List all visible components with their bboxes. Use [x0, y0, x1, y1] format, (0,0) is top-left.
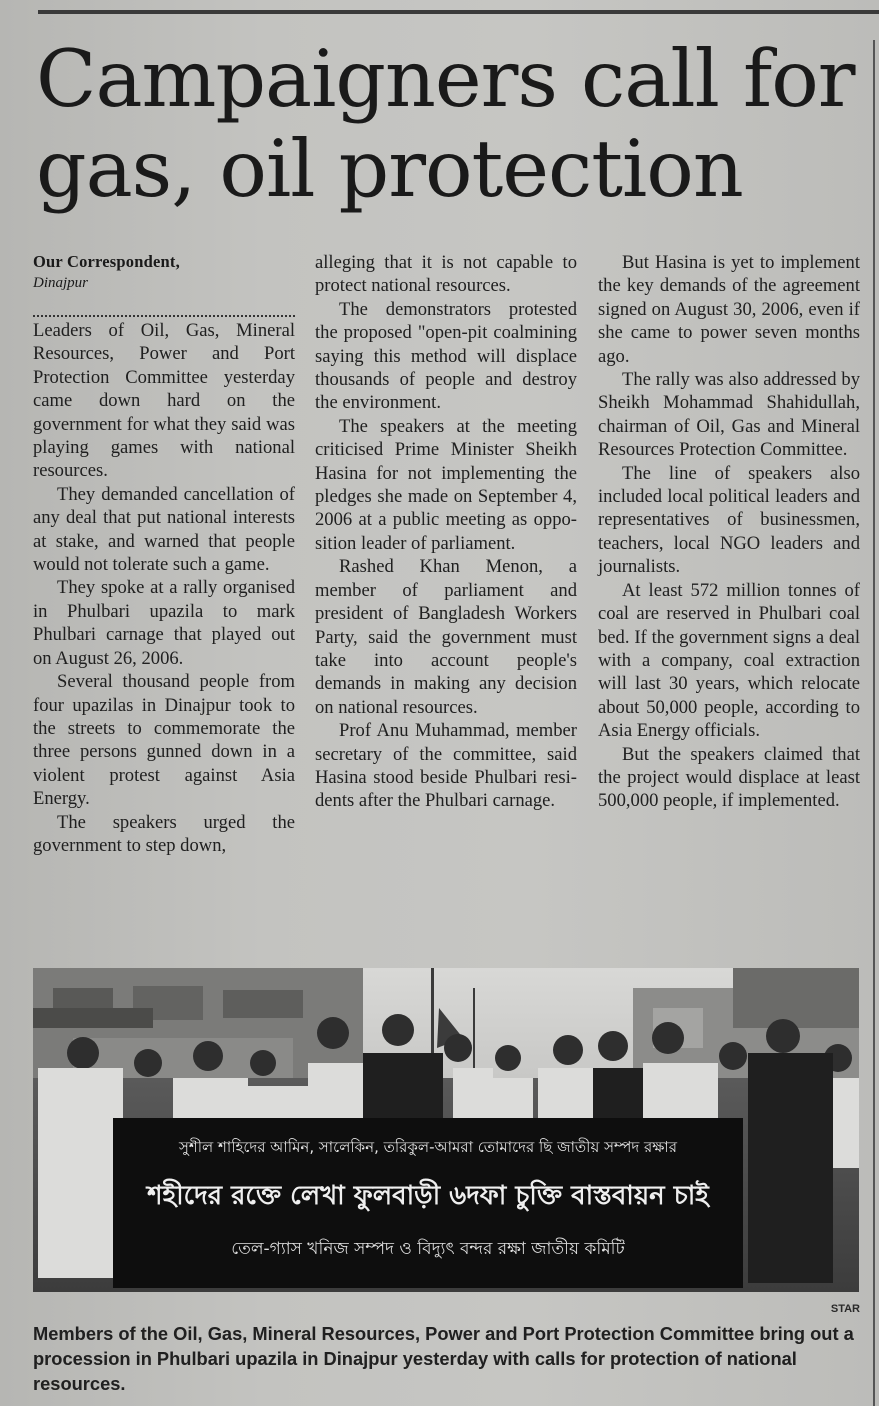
paragraph: They demanded cancellation of any deal that put national interests at stake, and warned that people would not tolerate such a game.: [33, 483, 295, 576]
paragraph: The speakers at the meeting criticised Prime Minister Sheikh Hasina for not implementing the pledges she made on September 4, 2006 at a public meeting as opposition leader of parliament.: [315, 415, 577, 554]
paragraph: alleging that it is not capable to protect national resources.: [315, 252, 577, 297]
dateline: Dinajpur: [33, 275, 89, 291]
paragraph: The line of speakers also included local political leaders and representatives of businessmen, teachers, local NGO leaders and journalists.: [598, 462, 860, 578]
paragraph: Several thousand people from four upazilas in Dinajpur took to the streets to commemorate the three persons gunned down in a violent protest against Asia Energy.: [33, 671, 295, 810]
paragraph: The rally was also addressed by Sheikh Mohammad Shahidullah, chairman of Oil, Gas and Mineral Resources Protection Committee.: [598, 369, 860, 461]
paragraph: The demonstrators protested the proposed "open-pit coalmining saying this method will displace thousands of people and destroy the environment.: [315, 298, 577, 414]
article-column-2: [315, 251, 577, 813]
article-column-1: [33, 251, 295, 857]
byline: Our Correspondent,: [33, 252, 180, 271]
procession-photo: [33, 968, 859, 1292]
paragraph: The speakers urged the government to step down,: [33, 811, 295, 856]
paragraph: Leaders of Oil, Gas, Mineral Resources, Power and Port Protection Committee yesterday came down hard on the government for what they said was playing games with national resources.: [33, 320, 295, 482]
banner-line-1: সুশীল শাহিদের আমিন, সালেকিন, তরিকুল-আমরা তোমাদের ছি জাতীয় সম্পদ রক্ষার: [178, 1138, 678, 1156]
banner-line-2: শহীদের রক্তে লেখা ফুলবাড়ী ৬দফা চুক্তি বাস্তবায়ন চাই: [147, 1181, 709, 1211]
article-column-3: [598, 251, 860, 813]
column-rule: [873, 40, 875, 1406]
banner-line-3: তেল-গ্যাস খনিজ সম্পদ ও বিদ্যুৎ বন্দর রক্ষা জাতীয় কমিটি: [231, 1239, 625, 1259]
paragraph: Prof Anu Muhammad, member secretary of the committee, said Hasina stood beside Phulbari residents after the Phulbari carnage.: [315, 720, 577, 812]
paragraph: At least 572 million tonnes of coal are reserved in Phulbari coal bed. If the government signs a deal with a company, coal extraction will last 30 years, which relocate about 50,000 people, according to Asia Energy officials.: [598, 579, 860, 742]
byline-divider: [33, 315, 295, 317]
photo-credit: STAR: [830, 1303, 860, 1315]
paragraph: Rashed Khan Menon, a member of parliament and president of Bangladesh Workers Party, said the government must take into account people's demands in making any decision on national resources.: [315, 556, 577, 718]
paragraph: But Hasina is yet to implement the key demands of the agreement signed on August 30, 2006, even if she came to power seven months ago.: [598, 252, 860, 367]
headline: Campaigners call for gas, oil protection: [36, 33, 855, 215]
paragraph: They spoke at a rally organised in Phulbari upazila to mark Phulbari carnage that played out on August 26, 2006.: [33, 577, 295, 669]
top-rule: [38, 10, 879, 14]
photo-caption: Members of the Oil, Gas, Mineral Resources, Power and Port Protection Committee bring out a procession in Phulbari upazila in Dinajpur yesterday with calls for protection of national resources.: [33, 1323, 854, 1394]
paragraph: But the speakers claimed that the project would displace at least 500,000 people, if implemented.: [598, 743, 860, 812]
